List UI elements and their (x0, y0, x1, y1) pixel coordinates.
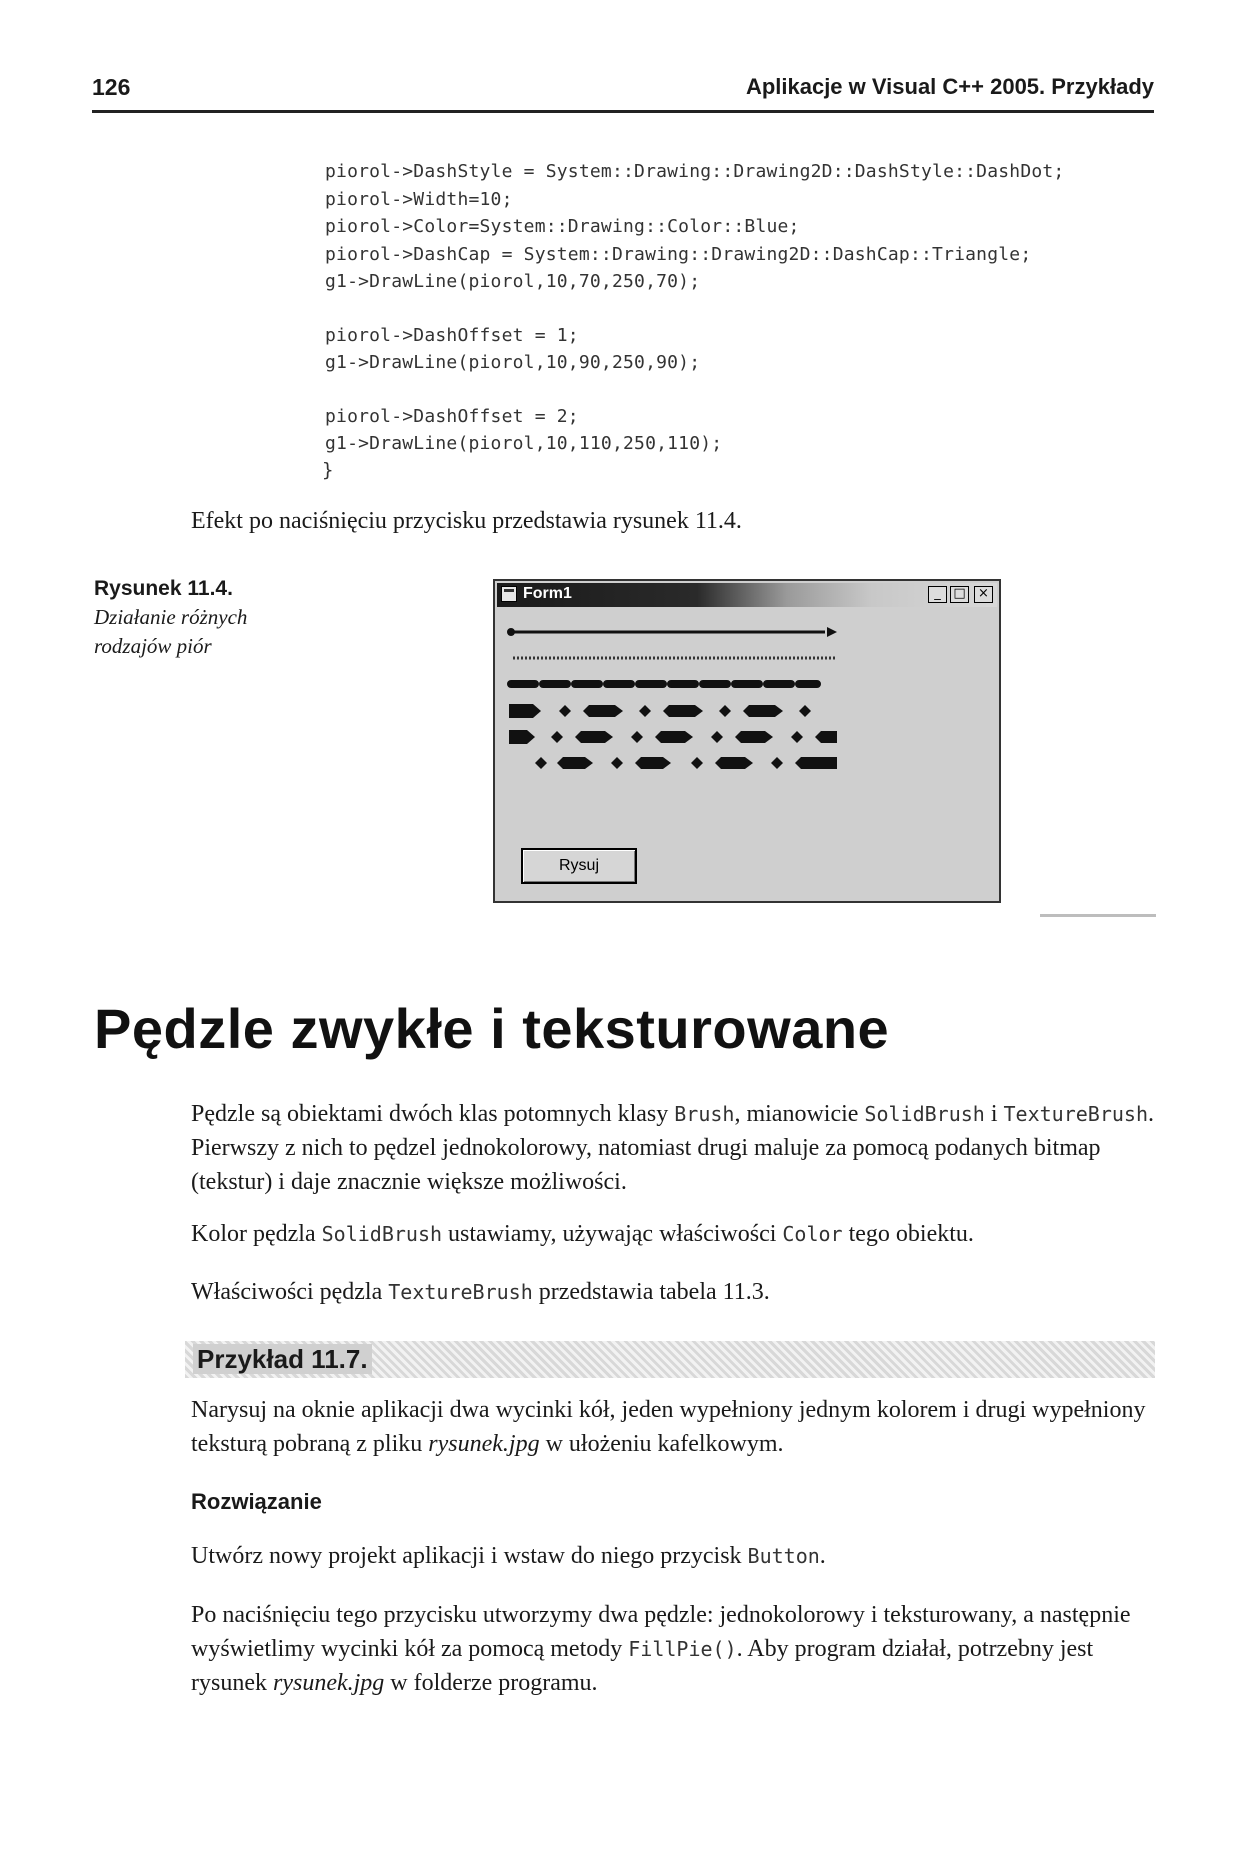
text-run: . Pierwszy z nich to pędzel jednokolorowy, natomiast drugi maluje za pomocą podanych bitmap (tekstur) i daje znacznie większe możliwości. (191, 1101, 1155, 1195)
text-run: i (984, 1101, 1004, 1127)
intro-paragraph: Efekt po naciśnięciu przycisku przedstawia rysunek 11.4. (191, 508, 742, 534)
dash-dot-line-offset-1 (509, 730, 837, 744)
code-term: TextureBrush (388, 1280, 533, 1304)
code-line: piorol->DashOffset = 2; (325, 405, 579, 427)
solution-heading: Rozwiązanie (191, 1489, 322, 1514)
solid-arrow-line (507, 627, 837, 637)
text-run: w ułożeniu kafelkowym. (539, 1431, 784, 1457)
code-listing (325, 158, 1155, 458)
text-run: tego obiektu. (842, 1221, 974, 1247)
text-run: , mianowicie (734, 1101, 865, 1127)
text-run: Właściwości pędzla (191, 1279, 389, 1305)
window-title: Form1 (523, 585, 572, 602)
solution-paragraph-1 (191, 1539, 1154, 1573)
rysuj-button[interactable]: Rysuj (521, 848, 637, 884)
section-heading: Pędzle zwykłe i teksturowane (94, 997, 890, 1060)
code-term: FillPie() (628, 1637, 737, 1661)
text-run: . Aby program działał, potrzebny jest rysunek (191, 1636, 1094, 1696)
code-line: piorol->Color=System::Drawing::Color::Blue; (325, 216, 800, 237)
code-term: Brush (674, 1102, 735, 1126)
minimize-button[interactable]: _ (928, 586, 947, 603)
text-run: Narysuj na oknie aplikacji dwa wycinki kół, jeden wypełniony jednym kolorem i drugi wypełniony teksturą pobraną z pliku (191, 1397, 1146, 1457)
code-line: g1->DrawLine(piorol,10,70,250,70); (325, 271, 701, 292)
text-run: Po naciśnięciu tego przycisku utworzymy dwa pędzle: jednokolorowy i teksturowany, a następnie wyświetlimy wycinki kół za pomocą metody (191, 1602, 1131, 1662)
text-run: . (819, 1543, 826, 1569)
form-window (493, 579, 1001, 903)
code-term: Color (782, 1222, 843, 1246)
solution-paragraph-2 (191, 1598, 1154, 1700)
figure-number: Rysunek 11.4. (94, 577, 233, 600)
code-line: g1->DrawLine(piorol,10,110,250,110); (325, 433, 723, 454)
running-title: Aplikacje w Visual C++ 2005. Przykłady (745, 74, 1154, 99)
figure-divider (1040, 914, 1156, 917)
example-label: Przykład 11.7. (193, 1344, 372, 1374)
text-run: ustawiamy, używając właściwości (442, 1221, 783, 1247)
maximize-button[interactable]: □ (950, 586, 969, 603)
code-line: g1->DrawLine(piorol,10,90,250,90); (325, 352, 701, 373)
window-titlebar[interactable] (497, 583, 997, 607)
section-paragraph-1 (191, 1097, 1154, 1199)
code-blank-line (325, 296, 1155, 322)
example-header-bar (185, 1341, 1155, 1378)
code-term: Button (747, 1544, 820, 1568)
pen-drawing-canvas (505, 619, 905, 789)
page-header (92, 74, 1154, 113)
text-run: Pędzle są obiektami dwóch klas potomnych klasy (191, 1101, 675, 1127)
code-line: piorol->DashStyle = System::Drawing::Drawing2D::DashStyle::DashDot; (325, 161, 1065, 182)
section-paragraph-2 (191, 1217, 1154, 1251)
text-run: przedstawia tabela 11.3. (532, 1279, 770, 1305)
code-line: piorol->Width=10; (325, 188, 513, 210)
window-app-icon[interactable] (501, 586, 517, 602)
figure-description: Działanie różnych rodzajów piór (94, 605, 248, 658)
code-line: piorol->DashOffset = 1; (325, 324, 579, 346)
text-run: w folderze programu. (384, 1670, 598, 1696)
code-line: piorol->DashCap = System::Drawing::Drawing2D::DashCap::Triangle; (325, 243, 1032, 265)
filename: rysunek.jpg (272, 1670, 385, 1696)
figure-caption (94, 574, 294, 661)
section-paragraph-3 (191, 1275, 1154, 1309)
dash-dot-line-offset-2 (535, 757, 837, 769)
code-term: TextureBrush (1003, 1102, 1149, 1126)
example-task (191, 1393, 1154, 1461)
text-run: Utwórz nowy projekt aplikacji i wstaw do niego przycisk (191, 1543, 748, 1569)
code-term: SolidBrush (864, 1102, 985, 1126)
code-closing-brace: } (322, 459, 334, 481)
filename: rysunek.jpg (428, 1431, 540, 1457)
code-term: SolidBrush (321, 1222, 443, 1246)
close-button[interactable]: × (974, 586, 993, 603)
dash-dot-line-offset-0 (509, 704, 811, 718)
text-run: Kolor pędzla (191, 1221, 322, 1247)
page-number: 126 (92, 74, 131, 100)
code-blank-line (325, 377, 1155, 403)
